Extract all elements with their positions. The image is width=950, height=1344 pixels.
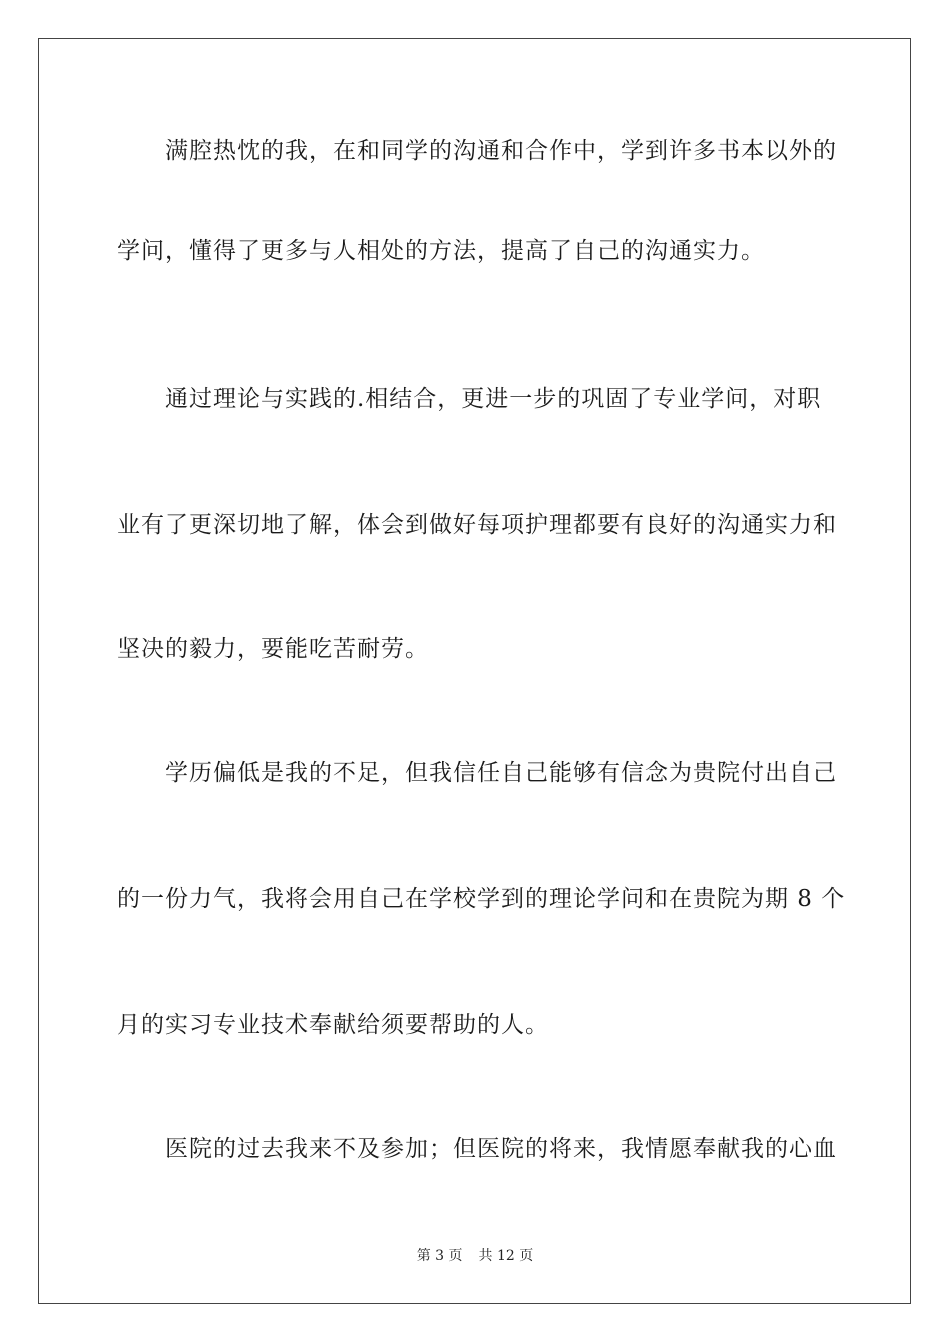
page-total: 共 12 页 [478,1248,534,1264]
paragraph-line: 月的实习专业技术奉献给须要帮助的人。 [117,1012,549,1038]
page-border [38,38,911,1304]
paragraph-line: 的一份力气，我将会用自己在学校学到的理论学问和在贵院为期 8 个 [117,886,846,912]
paragraph-line: 学历偏低是我的不足，但我信任自己能够有信念为贵院付出自己 [165,760,837,786]
page-footer [0,1246,950,1266]
paragraph-line: 学问，懂得了更多与人相处的方法，提高了自己的沟通实力。 [117,238,765,264]
paragraph-line: 坚决的毅力，要能吃苦耐劳。 [117,636,429,662]
page-number: 第 3 页 [416,1248,463,1264]
paragraph-line: 业有了更深切地了解，体会到做好每项护理都要有良好的沟通实力和 [117,512,837,538]
paragraph-line: 满腔热忱的我，在和同学的沟通和合作中，学到许多书本以外的 [165,138,837,164]
paragraph-line: 通过理论与实践的.相结合，更进一步的巩固了专业学问，对职 [165,386,822,412]
paragraph-line: 医院的过去我来不及参加；但医院的将来，我情愿奉献我的心血 [165,1136,837,1162]
